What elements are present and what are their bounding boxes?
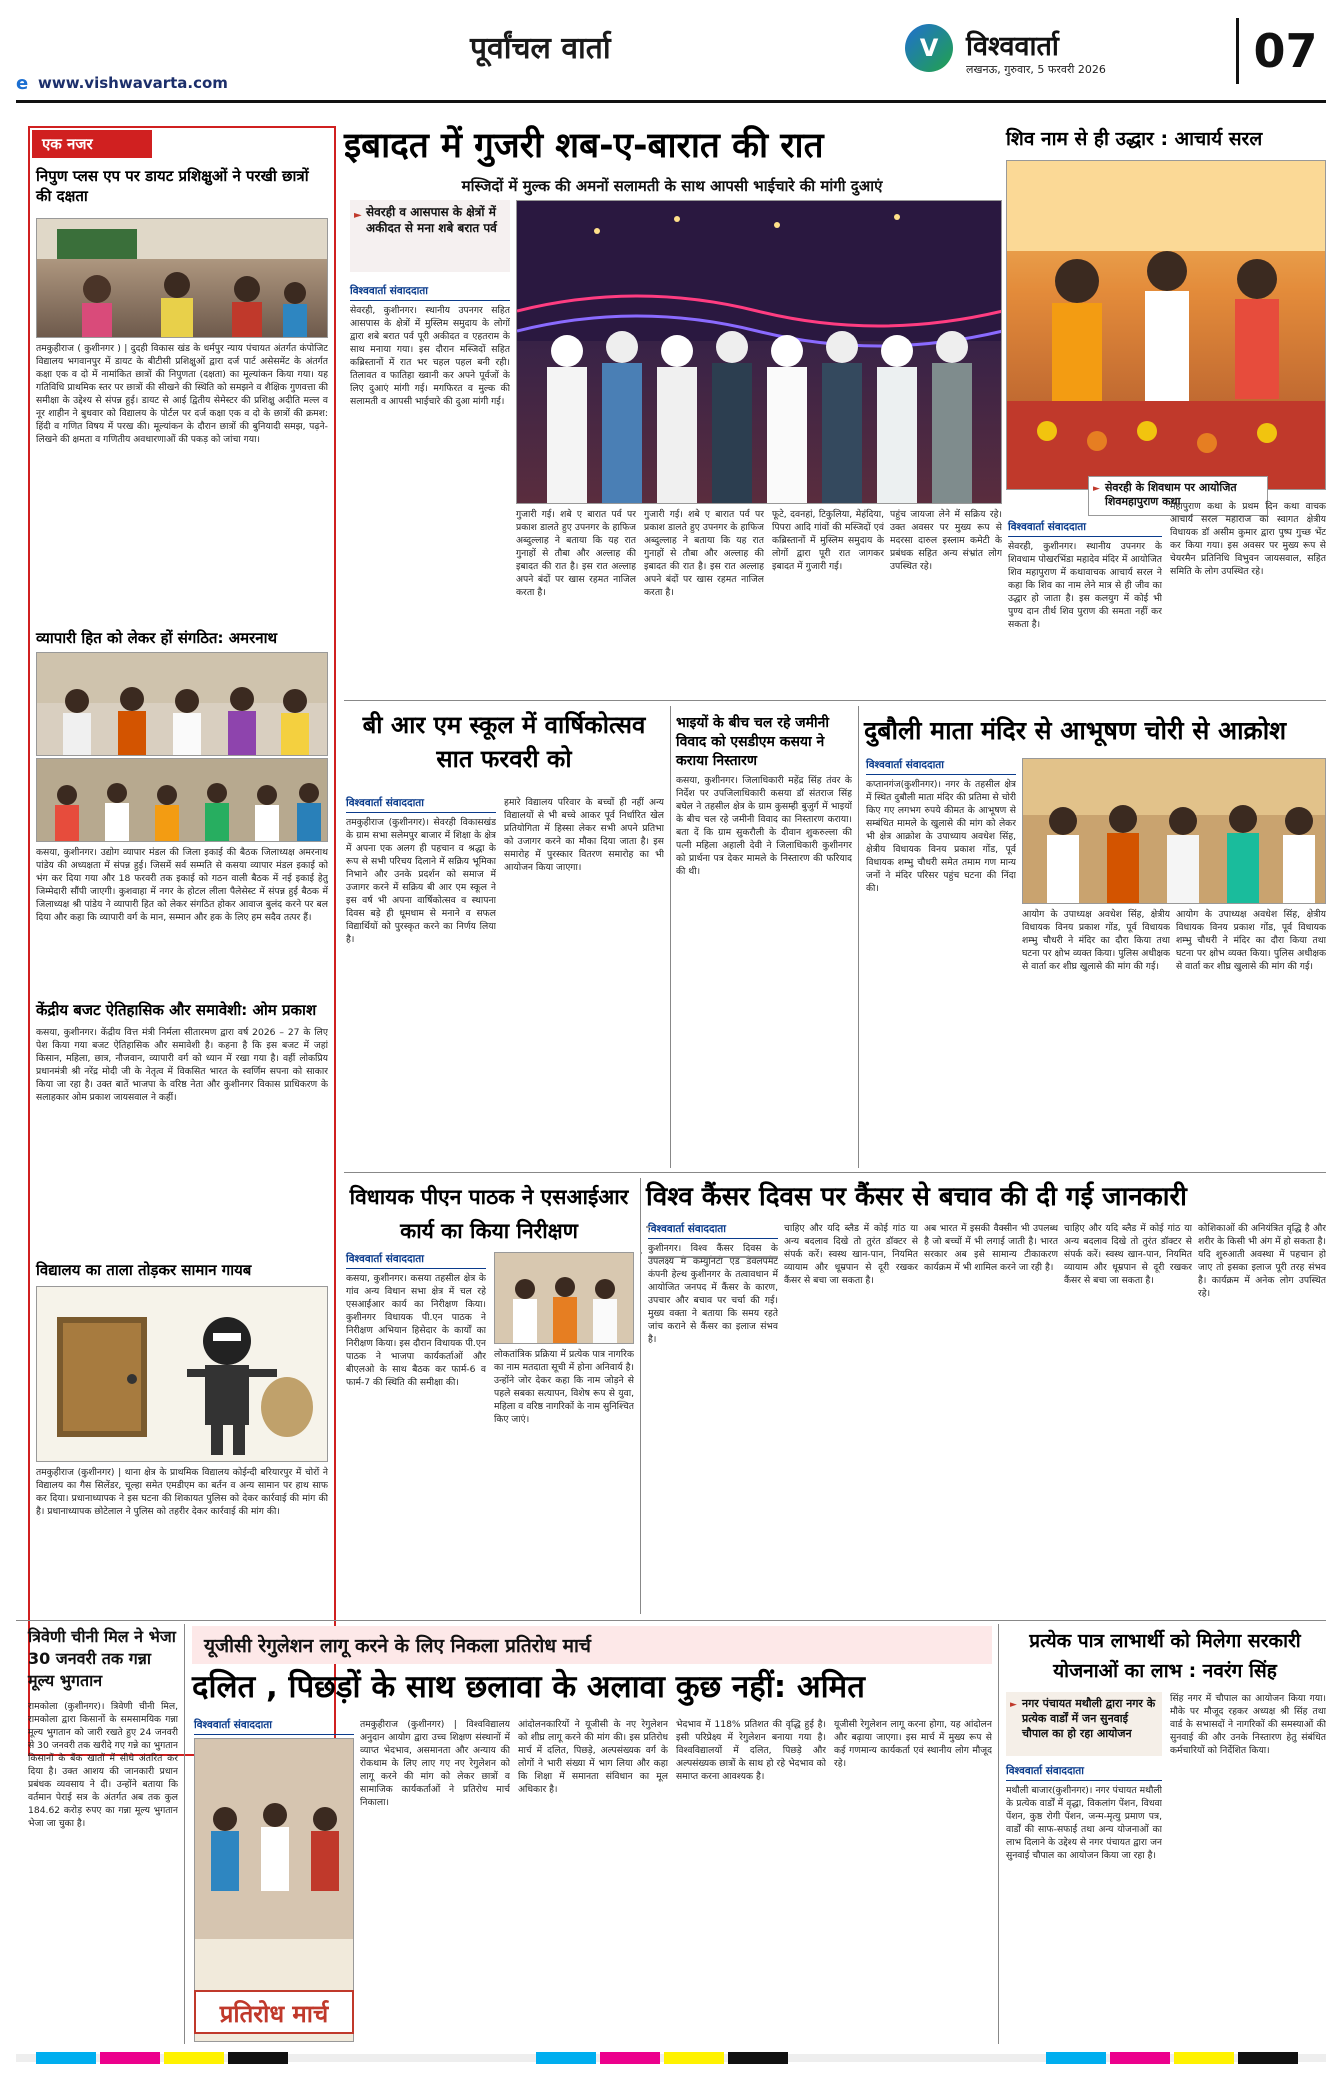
ek-nazar-tag: एक नजर <box>32 130 152 158</box>
byline: विश्ववार्ता संवाददाता <box>350 284 510 301</box>
cancer-headline: विश्व कैंसर दिवस पर कैंसर से बचाव की दी गई जानकारी <box>646 1182 1187 1212</box>
story-headline: केंद्रीय बजट ऐतिहासिक और समावेशी: ओम प्रकाश <box>36 1001 317 1019</box>
lead-body-3: फूटे, दवनहां, टिकुलिया, मेहंदिया, पिपरा आदि गांवों की मस्जिदों एवं कब्रिस्तानों में मुस्लिम समुदाय के लोगों द्वारा पूरी रात जागकर इबादत में गुजारी गई। <box>772 509 884 572</box>
story-headline: व्यापारी हित को लेकर हों संगठित: अमरनाथ <box>36 629 278 647</box>
spacer-4 <box>648 1226 650 1228</box>
column-divider <box>640 1178 641 1614</box>
column-divider <box>998 1624 999 2044</box>
column-divider <box>670 706 671 1168</box>
ugc-body-4: यूजीसी रेगुलेशन लागू करना होगा, यह आंदोलन और बढ़ाया जाएगा। इस मार्च में मुख्य रूप से कई गणमान्य कार्यकर्ता एवं स्थानीय लोग मौजूद रहे। <box>834 1719 992 1769</box>
byline: विश्ववार्ता संवाददाता <box>1008 520 1162 537</box>
website-link[interactable]: www.vishwavarta.com <box>38 74 228 92</box>
thief-illustration <box>36 1286 328 1462</box>
ugc-body-2: आंदोलनकारियों ने यूजीसी के नए रेगुलेशन को शीघ्र लागू करने की मांग की। इस प्रतिरोध मार्च में दलित, पिछड़े, अल्पसंख्यक वर्ग के लोगों ने भारी संख्या में भाग लिया और कहा कि शिक्षा में समानता संविधान का मूल अधिकार है। <box>518 1719 668 1795</box>
logo-icon: V <box>905 24 953 72</box>
brand-name: विश्ववार्ता <box>966 31 1059 62</box>
byline: विश्ववार्ता संवाददाता <box>866 758 1016 775</box>
temple-crowd-photo <box>1022 758 1326 904</box>
bullet-icon: ► <box>354 210 362 221</box>
kicker-text: सेवरही व आसपास के क्षेत्रों में अकीदत से मना शबे बरात पर्व <box>366 205 497 235</box>
brm-headline: बी आर एम स्कूल में वार्षिकोत्सव सात फरवरी को <box>362 711 646 773</box>
section-divider <box>344 1172 1326 1173</box>
lead-kicker <box>350 200 510 272</box>
ugc-strip: यूजीसी रेगुलेशन लागू करने के लिए निकला प्रतिरोध मार्च <box>192 1626 992 1664</box>
bullet-icon: ► <box>1010 1700 1017 1710</box>
kicker-text: नगर पंचायत मथौली द्वारा नगर के प्रत्येक वार्डों में जन सुनवाई चौपाल का हो रहा आयोजन <box>1022 1697 1156 1740</box>
cancer-body: कुशीनगर। विश्व कैंसर दिवस के उपलक्ष्य में कम्युनिटी एंड डेवलपमेंट कंपनी हेल्थ कुशीनगर के तत्वावधान में आयोजित जनपद में कैंसर के कारण, उपचार और बचाव पर चर्चा की गई। मुख्य वक्ता ने बताया कि समय रहते जांच कराने से कैंसर का इलाज संभव है। <box>648 1243 778 1345</box>
byline: विश्ववार्ता संवाददाता <box>346 796 496 813</box>
vidhayak-headline: विधायक पीएन पाठक ने एसआईआर कार्य का किया निरीक्षण <box>349 1185 629 1243</box>
shiv-body-2: महापुराण कथा के प्रथम दिन कथा वाचक आचार्य सरल महाराज का स्वागत क्षेत्रीय विधायक डॉ असीम कुमार द्वारा पुष्प गुच्छ भेंट कर किया गया। इस अवसर पर मुख्य रूप से चेयरमैन प्रतिनिधि विभुवन जायसवाल, सहित समिति के लोग उपस्थित रहे। <box>1170 501 1326 577</box>
section-title: पूर्वांचल वार्ता <box>470 31 611 66</box>
dubauli-body: कप्तानगंज(कुशीनगर)। नगर के तहसील क्षेत्र में स्थित दुबौली माता मंदिर की प्रतिमा से चोरी किए गए लगभग रुपये कीमत के आभूषण से सम्बंधित मामले के खुलासे की मांग को लेकर भी क्षेत्र आक्रोश के उपाध्याय अवधेश सिंह, क्षेत्रीय विधायक विनय प्रकाश गोंड, पूर्व विधायक शम्भु चौधरी समेत तमाम गण मान्य जनों ने मंदिर परिसर पहुंच घटना की निंदा की। <box>866 779 1016 894</box>
lead-body: सेवरही, कुशीनगर। स्थानीय उपनगर सहित आसपास के क्षेत्रों में मुस्लिम समुदाय के लोगों द्वारा शबे बरात पर्व पूरी अकीदत व एहतराम के साथ मनाया गया। इस दौरान मस्जिदों सहित कब्रिस्तानों में रात भर चहल पहल बनी रही। तिलावत व फातिहा ख्वानी कर अपने पूर्वजों के लिए दुआएं मांगी गई। मगफिरत व मुल्क की सलामती व आपसी भाईचारे की दुआ मांगी गई। <box>350 305 510 407</box>
ugc-body: तमकुहीराज (कुशीनगर) | विश्वविद्यालय अनुदान आयोग द्वारा उच्च शिक्षण संस्थानों में व्याप्त भेदभाव, असमानता और अन्याय की रोकथाम के लिए लाए गए नए रेगुलेशन को लागू करने की मांग को लेकर छात्रों व सामाजिक कार्यकर्ताओं ने प्रतिरोध मार्च निकाला। <box>360 1719 510 1808</box>
bullet-icon: ► <box>1093 484 1100 494</box>
dubauli-body-2b: आयोग के उपाध्यक्ष अवधेश सिंह, क्षेत्रीय विधायक विनय प्रकाश गोंड, पूर्व विधायक शम्भु चौधरी ने मंदिर का दौरा किया तथा घटना पर क्षोभ व्यक्त किया। पुलिस अधीक्षक से वार्ता कर शीघ्र खुलासे की मांग की गई। <box>1176 909 1326 972</box>
masthead-rule <box>16 100 1326 103</box>
byline: विश्ववार्ता संवाददाता <box>194 1718 354 1735</box>
dubauli-headline: दुबौली माता मंदिर से आभूषण चोरी से आक्रोश <box>864 716 1287 745</box>
shiv-katha-photo <box>1006 160 1326 490</box>
shiv-body: सेवरही, कुशीनगर। स्थानीय उपनगर के शिवधाम पोखरभिंडा महादेव मंदिर में आयोजित शिव महापुराण में कथावाचक आचार्य सरल ने कहा कि शिव का नाम लेने मात्र से ही जीव का उद्धार हो जाता है। इस कलयुग में कोई भी पुण्य दान तीर्थ शिव पुराण की समता नहीं कर सकता है। <box>1008 541 1162 630</box>
vidhayak-body: कसया, कुशीनगर। कसया तहसील क्षेत्र के गांव अन्य विधान सभा क्षेत्र में चल रहे एसआईआर कार्य का निरीक्षण किया। कुशीनगर विधायक पी.एन पाठक ने निरीक्षण अभियान हिसेदार के कार्यों का निरीक्षण किया। इस दौरान विधायक पी.एन पाठक ने भाजपा कार्यकर्ताओं और बीएलओ के साथ बैठक कर फार्म-6 व फार्म-7 की स्थिति की समीक्षा की। <box>346 1273 486 1388</box>
sir-inspection-photo <box>494 1252 634 1344</box>
caption-text: सेवरही के शिवधाम पर आयोजित शिवमहापुराण कथा <box>1105 481 1237 508</box>
story-headline: विद्यालय का ताला तोड़कर सामान गायब <box>36 1261 252 1279</box>
page-number: 07 <box>1236 18 1332 84</box>
cancer-body-4: चाहिए और यदि ब्लैड में कोई गांठ या अन्य बदलाव दिखे तो तुरंत डॉक्टर से संपर्क करें। स्वस्थ खान-पान, नियमित व्यायाम और धूम्रपान से दूरी रखकर कैंसर से बचा जा सकता है। <box>1064 1223 1192 1286</box>
classroom-photo <box>36 218 328 338</box>
spacer-5 <box>648 1230 650 1232</box>
lead-subheadline: मस्जिदों में मुल्क की अमनों सलामती के साथ आपसी भाईचारे की मांगी दुआएं <box>461 177 883 195</box>
story-headline: निपुण प्लस एप पर डायट प्रशिक्षुओं ने परखी छात्रों की दक्षता <box>36 167 309 205</box>
cancer-body-5: कोशिकाओं की अनियंत्रित वृद्धि है और शरीर के किसी भी अंग में हो सकता है। यदि शुरुआती अवस्था में पहचान हो जाए तो इसका इलाज पूरी तरह संभव है। कार्यक्रम में अनेक लोग उपस्थित रहे। <box>1198 1223 1326 1299</box>
ugc-body-3: भेदभाव में 118% प्रतिशत की वृद्धि हुई है। इसी परिप्रेक्ष्य में रेगुलेशन बनाया गया है। विश्वविद्यालयों में दलित, पिछड़े और अल्पसंख्यक छात्रों के साथ हो रहे भेदभाव को समाप्त करना आवश्यक है। <box>676 1719 826 1782</box>
meeting-photo <box>36 652 328 756</box>
dateline: लखनऊ, गुरुवार, 5 फरवरी 2026 <box>966 63 1106 76</box>
registration-bar <box>16 2048 1326 2068</box>
brm-body-2: हमारे विद्यालय परिवार के बच्चों ही नहीं अन्य विद्यालयों से भी बच्चे आकर पूर्व निर्धारित खेल प्रतियोगिता में हिस्सा लेकर सभी अपने प्रतिभा को उजागर करने का मौका दिया जाता है। इस समारोह में पुरस्कार वितरण समारोह का भी आयोजन किया जाएगा। <box>504 797 664 873</box>
meeting-photo-2 <box>36 758 328 842</box>
story-body: कसया, कुशीनगर। उद्योग व्यापार मंडल की जिला इकाई की बैठक जिलाध्यक्ष अमरनाथ पांडेय की अध्यक्षता में संपन्न हुई। जिसमें सर्व सम्मति से कसया व्यापार मंडल इकाई को भंग कर दिया गया और 18 फरवरी तक इकाई को गठन वाली बैठक में नई इकाई हेतु जिम्मेदारी सौंपी जाएगी। कुशवाहा में नगर के होटल लीला पैलेसेस्ट में संपन्न हुई बैठक में जिलाध्यक्ष श्री पांडेय ने व्यापारी हित को लेकर संगठित होकर आवाज बुलंद करने पर बल दिया और कहा कि व्यापारी वर्ग के मान, सम्मान और हक के लिए हम सदैव तत्पर हैं। <box>36 847 328 923</box>
shiv-headline: शिव नाम से ही उद्धार : आचार्य सरल <box>1006 128 1263 150</box>
lead-body-2b: गुजारी गई। शबे ए बारात पर्व पर प्रकाश डालते हुए उपनगर के हाफिज अब्दुल्लाह ने बताया कि यह रात गुनाहों से तौबा और अल्लाह की इबादत की रात है। इस रात अल्लाह अपने बंदों पर खास रहमत नाजिल करता है। <box>644 509 764 598</box>
ugc-headline: दलित , पिछड़ों के साथ छलावा के अलावा कुछ नहीं: अमित <box>192 1669 865 1705</box>
lead-body-4: पहुंच जायजा लेने में सक्रिय रहे। उक्त अवसर पर मुख्य रूप से मदरसा दारुल इस्लाम कमेटी के प्रबंधक सहित अन्य संभ्रांत लोग उपस्थित रहे। <box>890 509 1002 572</box>
column-divider <box>858 706 859 1168</box>
pratirodh-banner: प्रतिरोध मार्च <box>194 1990 354 2034</box>
story-body: कसया, कुशीनगर। केंद्रीय वित्त मंत्री निर्मला सीतारमण द्वारा वर्ष 2026 – 27 के लिए पेश किया गया बजट ऐतिहासिक और समावेशी है। कहना है कि इस बजट में जहां किसान, महिला, छात्र, नौजवान, व्यापारी वर्ग को ध्यान में रखा गया है। वहीं लोकप्रिय प्रधानमंत्री श्री नरेंद्र मोदी जी के नेतृत्व में विकसित भारत के स्वर्णिम सपना को साकार किया जा रहा है। उक्त बातें भाजपा के वरिष्ठ नेता और कुशीनगर विकास प्राधिकरण के सलाहकार ओम प्रकाश जायसवाल ने कहीं। <box>36 1027 328 1103</box>
bhaiyon-body: कसया, कुशीनगर। जिलाधिकारी महेंद्र सिंह तंवर के निर्देश पर उपजिलाधिकारी कसया डॉ संतराज सिंह बघेल ने तहसील क्षेत्र के ग्राम कुसम्ही बुजुर्ग में भाइयों के बीच चल रहे जमीनी विवाद का निस्तारण कराया। बता दें कि ग्राम सुकरौली के दीवान शुकरुल्ला की पत्नी महिला अहाली देवी ने जिलाधिकारी कुशीनगर को प्रार्थना पत्र देकर मामले के निस्तारण की फरियाद की थी। <box>676 775 852 877</box>
byline: विश्ववार्ता संवाददाता <box>346 1252 486 1269</box>
lead-body-2: गुजारी गई। शबे ए बारात पर्व पर प्रकाश डालते हुए उपनगर के हाफिज अब्दुल्लाह ने बताया कि यह रात गुनाहों से तौबा और अल्लाह की इबादत की रात है। इस रात अल्लाह अपने बंदों पर खास रहमत नाजिल करता है। <box>516 509 636 598</box>
browser-e-icon: e <box>16 73 29 94</box>
byline: विश्ववार्ता संवाददाता <box>1006 1764 1162 1781</box>
vidhayak-body-2: लोकतांत्रिक प्रक्रिया में प्रत्येक पात्र नागरिक का नाम मतदाता सूची में होना अनिवार्य है। उन्होंने जोर देकर कहा कि नाम जोड़ने से पहले सबका सत्यापन, विशेष रूप से युवा, महिला व वरिष्ठ नागरिकों के नाम सुनिश्चित किए जाएं। <box>494 1349 634 1425</box>
story-body: तमकुहीराज ( कुशीनगर ) | दुदही विकास खंड के धर्मपुर न्याय पंचायत अंतर्गत कंपोजिट विद्यालय भगवानपुर में डायट के बीटीसी प्रशिक्षुओं द्वारा दर्ज पार्ट असेसमेंट के अंतर्गत कक्षा एक व दो में नामांकित छात्रों की निपुणता (दक्षता) का मूल्यांकन किया गया। यह गतिविधि प्राथमिक स्तर पर छात्रों की सीखने की स्थिति को समझने व शैक्षिक गुणवत्ता की समीक्षा के उद्देश्य से संपन्न हुई। डायट से आई द्वितीय सेमेस्टर की प्रशिक्षु अदीति मल्ल व नूर शाहीन ने बुधवार को विद्यालय के पोर्टल पर दर्ज कक्षा एक व दो के छात्रों की क्रमश: हिंदी व गणित विषय में परख की। मूल्यांकन के दौरान छात्रों की बुनियादी समझ, पढ़ने-लिखने की क्षमता व गणितीय अवधारणाओं की पकड़ को जांचा गया। <box>36 343 328 445</box>
spacer <box>640 1252 642 1254</box>
byline: विश्ववार्ता संवाददाता <box>648 1222 778 1239</box>
cancer-body-3: अब भारत में इसकी वैक्सीन भी उपलब्ध है जो बच्चों में भी लगाई जाती है। भारत सरकार अब इसे सामान्य टीकाकरण कार्यक्रम में भी शामिल करने जा रही है। <box>924 1223 1058 1273</box>
story-body: तमकुहीराज (कुशीनगर) | थाना क्षेत्र के प्राथमिक विद्यालय कोईन्दी बरियारपुर में चोरों ने विद्यालय का गैस सिलेंडर, चूल्हा समेत एमडीएम का बर्तन व अन्य सामान पर हाथ साफ कर दिया। प्रधानाध्यापक ने इस घटना की शिकायत पुलिस को देकर कार्रवाई की मांग की है। प्रधानाध्यापक छोटेलाल ने पुलिस को तहरीर देकर कार्रवाई की मांग की। <box>36 1467 328 1517</box>
bhaiyon-headline: भाइयों के बीच चल रहे जमीनी विवाद को एसडीएम कसया ने कराया निस्तारण <box>676 715 830 769</box>
column-divider <box>184 1624 185 2044</box>
triveni-headline: त्रिवेणी चीनी मिल ने भेजा 30 जनवरी तक गन्ना मूल्य भुगतान <box>28 1627 176 1690</box>
navrang-body: मथौली बाजार(कुशीनगर)। नगर पंचायत मथौली के प्रत्येक वार्डों में वृद्धा, विकलांग पेंशन, विधवा पेंशन, कुष्ठ रोगी पेंशन, जन्म-मृत्यु प्रमाण पत्र, वार्डों की साफ-सफाई तथा अन्य योजनाओं का लाभ दिलाने के उद्देश्य से नगर पंचायत द्वारा जन सुनवाई चौपाल का आयोजन किया जा रहा है। <box>1006 1785 1162 1861</box>
brm-body: तमकुहीराज (कुशीनगर)। सेवरही विकासखंड के ग्राम सभा सलेमपुर बाजार में शिक्षा के क्षेत्र में अपना एक अलग ही पहचान व श्रद्धा के रूप से सभी परिचय दिलाने में सक्रिय भूमिका निभाने और उनके प्रदर्शन को समाज में उजागर करने में सक्रिय बी आर एम स्कूल ने इस वर्ष भी अपना वार्षिकोत्सव व स्थापना दिवस बड़े ही धूमधाम से मनाने व सफल विद्यार्थियों को पुरस्कृत करने का निर्णय लिया है। <box>346 817 496 945</box>
dubauli-body-2: आयोग के उपाध्यक्ष अवधेश सिंह, क्षेत्रीय विधायक विनय प्रकाश गोंड, पूर्व विधायक शम्भु चौधरी ने मंदिर का दौरा किया तथा घटना पर क्षोभ व्यक्त किया। पुलिस अधीक्षक से वार्ता कर शीघ्र खुलासे की मांग की गई। <box>1022 909 1170 972</box>
section-divider <box>344 700 1326 701</box>
lead-photo-mosque-gathering <box>516 200 1002 504</box>
section-divider <box>16 1620 1326 1621</box>
navrang-headline: प्रत्येक पात्र लाभार्थी को मिलेगा सरकारी योजनाओं का लाभ : नवरंग सिंह <box>1029 1630 1301 1682</box>
cancer-body-2: चाहिए और यदि ब्लैड में कोई गांठ या अन्य बदलाव दिखे तो तुरंत डॉक्टर से संपर्क करें। स्वस्थ खान-पान, नियमित व्यायाम और धूम्रपान से दूरी रखकर कैंसर से बचा जा सकता है। <box>784 1223 918 1286</box>
triveni-body: रामकोला (कुशीनगर)। त्रिवेणी चीनी मिल, रामकोला द्वारा किसानों के समसामयिक गन्ना मूल्य भुगतान को जारी रखते हुए 24 जनवरी से 30 जनवरी तक खरीदे गए गन्ने का भुगतान किसानों के बैंक खातों में सीधे अंतरित कर दिया है। उक्त आशय की जानकारी प्रधान प्रबंधक व्यवसाय ने दी। उन्होंने बताया कि वर्तमान पेराई सत्र के अंतर्गत अब तक कुल 184.62 करोड़ रुपए का गन्ना मूल्य भुगतान भेजा जा चुका है। <box>28 1701 178 1829</box>
spacer-3 <box>648 1256 778 1258</box>
navrang-kicker <box>1006 1692 1162 1756</box>
lead-headline: इबादत में गुजरी शब-ए-बारात की रात <box>344 126 824 166</box>
navrang-body-2: सिंह नगर में चौपाल का आयोजन किया गया। मौके पर मौजूद रहकर अध्यक्ष श्री सिंह तथा वार्ड के सभासदों ने नागरिकों की समस्याओं की सुनवाई की और उनके निस्तारण हेतु संबंधित कर्मचारियों को निर्देशित किया। <box>1170 1693 1326 1756</box>
